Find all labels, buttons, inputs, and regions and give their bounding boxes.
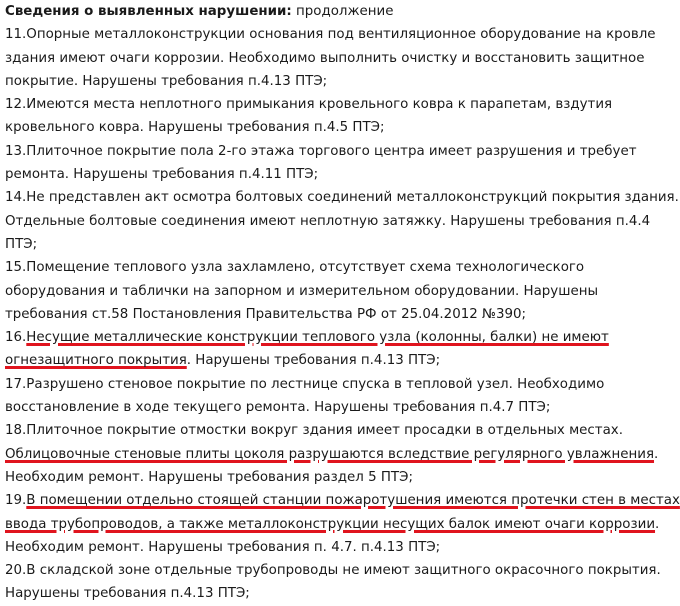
- text-line: [5, 163, 617, 186]
- text-line: [5, 186, 679, 209]
- text-line: [5, 489, 680, 512]
- line-text: 15.Помещение теплового узла захламлено, отсутствует схема технологического: [5, 260, 585, 276]
- text-line: [5, 513, 660, 536]
- line-text: восстановление в ходе текущего ремонта. Нарушены требования п.4.7 ПТЭ;: [5, 400, 551, 416]
- text-line: [5, 256, 617, 279]
- underlined-text: В помещении отдельно стоящей станции пожаротушения имеются протечки стен в местах: [26, 493, 680, 509]
- underlined-text: Облицовочные стеновые плиты цоколя разрушаются вследствие регулярного увлажнения: [5, 446, 655, 462]
- violations-document: [5, 0, 680, 606]
- text-line: [5, 349, 617, 372]
- line-text: ремонта. Нарушены требования п.4.11 ПТЭ;: [5, 167, 319, 183]
- underlined-text: огнезащитного покрытия: [5, 353, 187, 369]
- text-line: [5, 116, 617, 139]
- text-line: [5, 582, 617, 605]
- line-text: кровельного ковра. Нарушены требования п.4.5 ПТЭ;: [5, 120, 385, 136]
- heading-suffix: продолжение: [291, 4, 394, 19]
- line-text: здания имеют очаги коррозии. Необходимо выполнить очистку и восстановить защитное: [5, 50, 645, 66]
- line-text: покрытие. Нарушены требования п.4.13 ПТЭ;: [5, 73, 328, 89]
- line-text: 11.Опорные металлоконструкции основания под вентиляционное оборудование на кровле: [5, 27, 656, 43]
- text-line: [5, 443, 659, 466]
- line-text: 17.Разрушено стеновое покрытие по лестнице спуска в тепловой узел. Необходимо: [5, 376, 605, 392]
- text-line: [5, 210, 651, 233]
- text-line: [5, 536, 617, 559]
- line-text: 19.: [5, 493, 27, 509]
- line-text: Отдельные болтовые соединения имеют неплотную затяжку. Нарушены требования п.4.4: [5, 213, 651, 229]
- text-line: [5, 466, 617, 489]
- line-text: 13.Плиточное покрытие пола 2-го этажа торгового центра имеет разрушения и требует: [5, 143, 637, 159]
- line-text: Нарушены требования п.4.13 ПТЭ;: [5, 586, 250, 602]
- text-line: [5, 303, 617, 326]
- text-line: [5, 93, 617, 116]
- line-text: ПТЭ;: [5, 236, 38, 252]
- text-line: [5, 326, 617, 349]
- line-text: .: [654, 446, 659, 462]
- text-line: [5, 396, 617, 419]
- line-text: . Нарушены требования п.4.13 ПТЭ;: [186, 353, 441, 369]
- line-text: Необходим ремонт. Нарушены требования п. 4.7. п.4.13 ПТЭ;: [5, 539, 441, 555]
- line-text: 12.Имеются места неплотного примыкания кровельного ковра к парапетам, вздутия: [5, 97, 613, 113]
- underlined-text: Несущие металлические конструкции теплового узла (колонны, балки) не имеют: [26, 330, 609, 346]
- line-text: оборудования и таблички на запорном и измерительном оборудовании. Нарушены: [5, 283, 599, 299]
- underlined-text: ввода трубопроводов, а также металлоконструкции несущих балок имеют очаги коррозии: [5, 516, 656, 532]
- text-line: [5, 373, 617, 396]
- text-line: [5, 559, 661, 582]
- line-text: требования ст.58 Постановления Правительства РФ от 25.04.2012 №390;: [5, 306, 527, 322]
- line-text: 20.В складской зоне отдельные трубопроводы не имеют защитного окрасочного покрытия.: [5, 563, 661, 579]
- line-text: 16.: [5, 330, 27, 346]
- violations-list: [5, 23, 680, 605]
- heading-title: Сведения о выявленных нарушении:: [5, 4, 292, 19]
- text-line: [5, 140, 637, 163]
- line-text: .: [655, 516, 660, 532]
- line-text: Необходим ремонт. Нарушены требования раздел 5 ПТЭ;: [5, 469, 413, 485]
- line-text: 14.Не представлен акт осмотра болтовых соединений металлоконструкций покрытия здания.: [5, 190, 679, 206]
- line-text: 18.Плиточное покрытие отмостки вокруг здания имеет просадки в отдельных местах.: [5, 423, 623, 439]
- text-line: [5, 419, 623, 442]
- document-heading: [5, 0, 617, 23]
- text-line: [5, 280, 617, 303]
- text-line: [5, 47, 645, 70]
- text-line: [5, 23, 656, 46]
- text-line: [5, 233, 617, 256]
- text-line: [5, 70, 617, 93]
